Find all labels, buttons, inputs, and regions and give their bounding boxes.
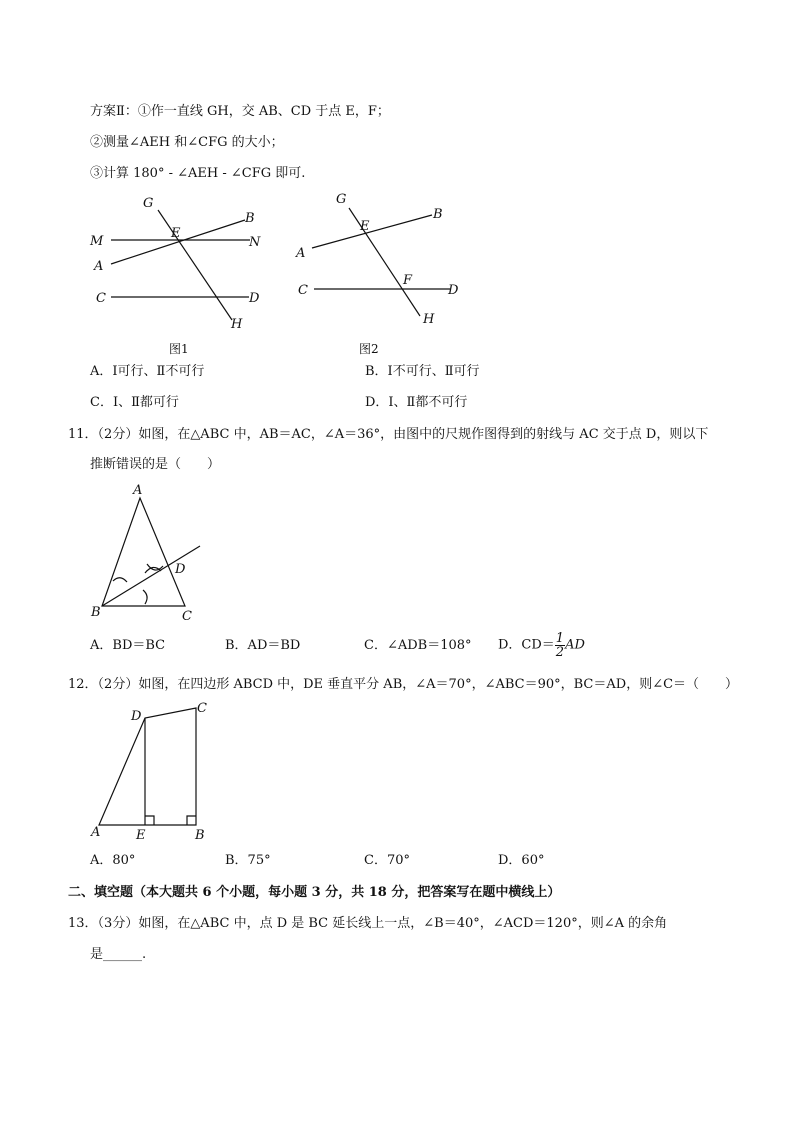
construction-arc-3	[145, 567, 161, 573]
fig2-label-e: E	[360, 219, 370, 234]
q11-option-d-suffix: AD	[565, 637, 585, 653]
quadrilateral-abcd	[99, 708, 196, 825]
q12-label-b: B	[195, 828, 205, 843]
q11-label-d: D	[175, 562, 186, 577]
fig2-label-h: H	[423, 312, 435, 327]
q11-option-c: C．∠ADB＝108°	[364, 638, 472, 653]
q12-label-a: A	[91, 825, 101, 840]
fig1-label-e: E	[171, 226, 181, 241]
figure-1	[85, 190, 285, 360]
plan2-step2: ②测量∠AEH 和∠CFG 的大小；	[90, 135, 284, 150]
fig2-label-c: C	[298, 283, 308, 298]
fig1-caption: 图1	[169, 342, 189, 356]
fraction-numerator: 1	[555, 631, 565, 646]
q10-option-a: A．Ⅰ可行、Ⅱ不可行	[90, 364, 205, 379]
fig1-label-n: N	[249, 235, 261, 250]
q11-option-b: B．AD＝BD	[225, 638, 301, 653]
q10-option-d: D．Ⅰ、Ⅱ都不可行	[365, 395, 468, 410]
q12-option-b: B．75°	[225, 853, 271, 868]
q12-option-c: C．70°	[364, 853, 410, 868]
q12-option-d: D．60°	[498, 853, 545, 868]
fig1-label-m: M	[90, 234, 104, 249]
fig1-label-g: G	[143, 196, 154, 211]
q11-option-d	[498, 632, 585, 659]
q11-label-c: C	[182, 609, 192, 624]
q12-stem: 12．（2分）如图，在四边形 ABCD 中，DE 垂直平分 AB，∠A＝70°，∠ABC＝90°，BC＝AD，则∠C＝（ ）	[68, 677, 739, 692]
q12-label-c: C	[197, 701, 207, 716]
fig1-label-b: B	[245, 211, 255, 226]
line-gh	[158, 210, 232, 320]
right-angle-mark-e	[145, 816, 154, 825]
q11-stem-line2: 推断错误的是（ ）	[90, 457, 221, 472]
q11-label-b: B	[91, 605, 101, 620]
q11-option-a: A．BD＝BC	[90, 638, 166, 653]
q12-option-a: A．80°	[90, 853, 136, 868]
q11-stem-line1: 11．（2分）如图，在△ABC 中，AB＝AC，∠A＝36°，由图中的尺规作图得到的射线与 AC 交于点 D，则以下	[68, 427, 709, 442]
section-heading: 二、填空题（本大题共 6 个小题，每小题 3 分，共 18 分，把答案写在题中横线上）	[68, 885, 561, 900]
right-angle-mark-b	[187, 816, 196, 825]
fig2-label-d: D	[448, 283, 459, 298]
q11-option-d-prefix: D．CD＝	[498, 637, 555, 653]
construction-arc-1	[113, 578, 127, 582]
q11-option-d-fraction	[555, 632, 565, 659]
fig1-label-c: C	[96, 291, 106, 306]
plan2-step3: ③计算 180° - ∠AEH - ∠CFG 即可.	[90, 166, 306, 181]
fig2-caption: 图2	[359, 342, 379, 356]
q13-stem-line2: 是______.	[90, 947, 147, 962]
fraction-denominator: 2	[555, 645, 565, 660]
q10-option-c: C．Ⅰ、Ⅱ都可行	[90, 395, 179, 410]
q11-label-a: A	[133, 483, 143, 498]
q13-stem-line1: 13．（3分）如图，在△ABC 中，点 D 是 BC 延长线上一点，∠B＝40°，∠ACD＝120°，则∠A 的余角	[68, 916, 668, 931]
fig2-label-f: F	[403, 273, 413, 288]
q11-figure	[85, 478, 215, 628]
fig1-label-d: D	[249, 291, 260, 306]
q12-figure	[85, 698, 215, 843]
fig1-label-h: H	[231, 317, 243, 332]
fig2-label-a: A	[296, 246, 306, 261]
plan2-step1: 方案Ⅱ：①作一直线 GH，交 AB、CD 于点 E，F；	[90, 104, 390, 119]
fig2-label-b: B	[433, 207, 443, 222]
q12-label-e: E	[136, 828, 146, 843]
figure-2	[292, 188, 472, 360]
fig2-label-g: G	[336, 192, 347, 207]
construction-arc-2	[143, 590, 147, 604]
q10-option-b: B．Ⅰ不可行、Ⅱ可行	[365, 364, 480, 379]
fig1-label-a: A	[94, 259, 104, 274]
q12-label-d: D	[131, 709, 142, 724]
